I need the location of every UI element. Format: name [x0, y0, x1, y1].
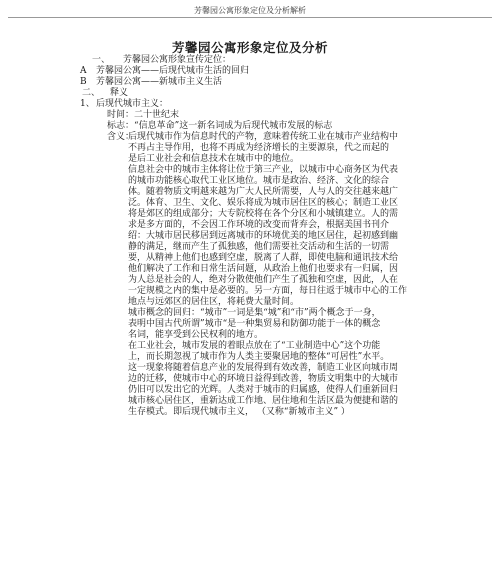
body-line: 的城市功能核心取代工业区地位。城市是政治、经济、文化的综合	[128, 176, 390, 186]
body-line: 表明中国古代所谓”城市“是一种集贸易和防御功能于一体的概念	[128, 319, 381, 329]
section-2-marker: 二、	[82, 88, 101, 98]
body-line: 是后工业社会和信息技术在城市中的地位。	[128, 154, 300, 164]
body-line: 一定规模之内的集中是必要的。另一方面，每日往返于城市中心的工作	[128, 286, 408, 296]
item-b-marker: B	[80, 77, 87, 87]
header-divider	[8, 17, 492, 18]
section-1-marker: 一、	[92, 55, 111, 65]
item-a-text: 芳馨园公寓——后现代城市生活的回归	[96, 66, 250, 76]
body-line: 将是郊区的组成部分；大专院校将在各个分区和小城镇建立。人的需	[128, 209, 399, 219]
body-line: 泛。体育、卫生、文化、娱乐将成为城市居住区的核心；制造工业区	[128, 198, 399, 208]
item-a-marker: A	[80, 66, 87, 76]
subsection-1-marker: 1、	[80, 99, 95, 109]
sign-line: 标志：“信息革命”这一新名词成为后现代城市发展的标志	[107, 121, 333, 131]
body-line: 求是多方面的，不会因工作环境的改变而背弃会，根据美国书刊介	[128, 220, 390, 230]
body-line: 城市概念的回归：“城市”一词是集“城”和“市”两个概念于一身，	[128, 308, 381, 318]
body-line: 不再占主导作用，也将不再成为经济增长的主要源泉，代之而起的	[128, 143, 390, 153]
body-line: 地点与远郊区的居住区，将耗费大量时间。	[128, 297, 300, 307]
meaning-label: 含义：	[107, 132, 135, 142]
body-line: 信息社会中的城市主体将让位于第三产业，以城市中心商务区为代表	[128, 165, 399, 175]
page-header: 芳馨园公寓形象定位及分析解析	[194, 6, 306, 15]
body-line: 为人总是社会的人，绝对分散使他们产生了孤独和空虚，因此，人在	[128, 275, 399, 285]
body-line: 城市核心居住区，重新达成工作地、居住地和生活区最为便捷和谐的	[128, 396, 399, 406]
body-line: 仍旧可以发出它的光辉。人类对于城市的归属感，使得人们重新回归	[128, 385, 399, 395]
body-line: 在工业社会，城市发展的着眼点放在了“工业制造中心”这个功能	[128, 341, 381, 351]
subsection-1-title: 后现代城市主义：	[96, 99, 169, 109]
body-line: 这一现象将随着信息产业的发展得到有效改善，制造工业区向城市周	[128, 363, 399, 373]
body-line: 静的满足，继而产生了孤独感，他们需要社交活动和生活的一切需	[128, 242, 390, 252]
section-2-title: 释义	[110, 88, 129, 98]
document-title: 芳馨园公寓形象定位及分析	[171, 40, 328, 55]
body-line: 边的迁移，使城市中心的环境日益得到改善，物质文明集中的大城市	[128, 374, 399, 384]
body-line: 他们解决了工作和日常生活问题，从政治上他们也要求有一归属，因	[128, 264, 399, 274]
body-line: 体。随着物质文明越来越为广大人民所需要，人与人的交往越来越广	[128, 187, 399, 197]
time-line: 时间：二十世纪末	[107, 110, 180, 120]
body-line: 后现代城市作为信息时代的产物，意味着传统工业在城市产业结构中	[128, 132, 399, 142]
section-1-title: 芳馨园公寓形象宣传定位：	[123, 55, 232, 65]
item-b-text: 芳馨园公寓——新城市主义生活	[96, 77, 223, 87]
body-line: 上，而长期忽视了城市作为人类主要聚居地的整体“可居性”水平。	[128, 352, 390, 362]
body-line: 生存模式。即后现代城市主义， （又称“新城市主义” ）	[128, 407, 350, 417]
body-line: 要，从精神上他们也感到空虚，脱离了人群，即使电脑和通讯技术给	[128, 253, 399, 263]
body-line: 绍：大城市居民移居到远离城市的环境优美的地区居住，起初感到幽	[128, 231, 399, 241]
body-line: 名词，能享受到公民权利的地方。	[128, 330, 264, 340]
